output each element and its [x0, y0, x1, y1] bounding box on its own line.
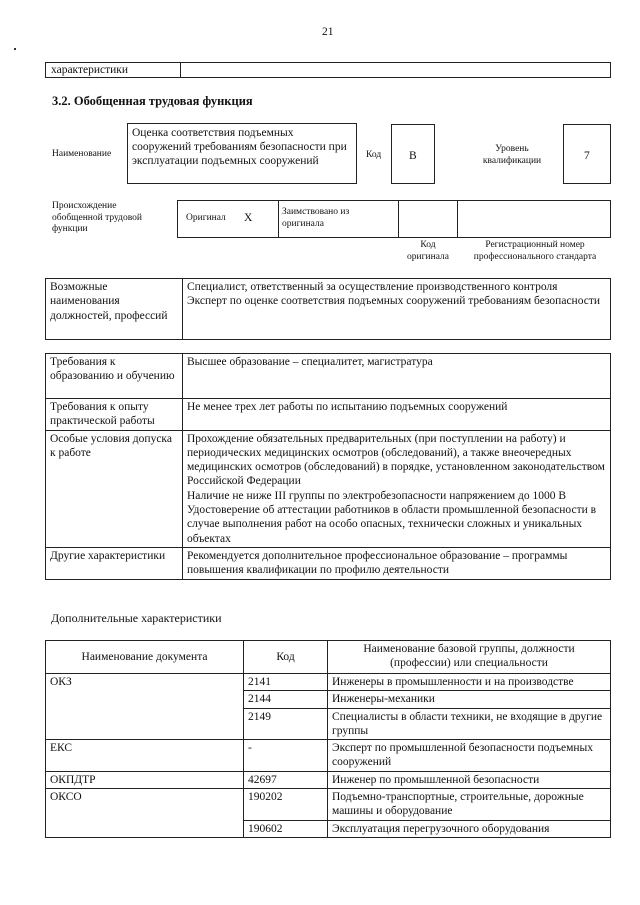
name-cell: Подъемно-транспортные, строительные, дорожные машины и оборудование	[328, 789, 611, 821]
code-cell: 2144	[244, 691, 328, 708]
name-cell: Инженеры-механики	[328, 691, 611, 708]
name-cell: Инженер по промышленной безопасности	[328, 771, 611, 788]
req-education-value: Высшее образование – специалитет, магистратура	[183, 354, 611, 399]
table-row	[46, 771, 611, 788]
table-row	[46, 789, 611, 821]
table-row	[46, 740, 611, 772]
page-number: 21	[322, 26, 334, 38]
name-cell: Инженеры в промышленности и на производстве	[328, 674, 611, 691]
top-row	[45, 62, 611, 78]
level-value: 7	[584, 150, 590, 162]
table-header-row	[46, 641, 611, 674]
positions-table	[45, 278, 611, 340]
req-conditions-value: Прохождение обязательных предварительных (при поступлении на работу) и периодических медицинских осмотров (обследований), а также внеочередных медицинских осмотров (обследований) в порядке, установленном законодательством Российской Федерации Наличие не ниже III группы по электробезопасности напряжением до 1000 В Удостоверение об аттестации работников в области промышленной безопасности в случае выполнения работ на особо опасных, технически сложных и уникальных объектах	[183, 430, 611, 547]
req-other-value: Рекомендуется дополнительное профессиональное образование – программы повышения квалификации по профилю деятельности	[183, 547, 611, 579]
code-box	[391, 124, 435, 184]
original-label: Оригинал	[186, 213, 226, 223]
code-cell: 2149	[244, 708, 328, 740]
doc-cell: ЕКС	[46, 740, 244, 772]
name-cell: Эксперт по промышленной безопасности подъемных сооружений	[328, 740, 611, 772]
code-cell: -	[244, 740, 328, 772]
req-conditions-label: Особые условия допуска к работе	[46, 430, 183, 547]
positions-label: Возможные наименования должностей, профессий	[46, 279, 183, 340]
req-other-label: Другие характеристики	[46, 547, 183, 579]
doc-cell: ОКЗ	[46, 674, 244, 740]
name-cell: Специалисты в области техники, не входящие в другие группы	[328, 708, 611, 740]
table-row	[46, 430, 611, 547]
code-original-caption: Код оригинала	[407, 240, 449, 262]
borrowed-label: Заимствовано из оригинала	[282, 207, 350, 229]
origin-label: Происхождение обобщенной трудовой функции	[52, 201, 142, 234]
table-row	[46, 399, 611, 431]
code-label: Код	[366, 150, 382, 160]
name-value: Оценка соответствия подъемных сооружений требованиям безопасности при эксплуатации подъемных сооружений	[132, 127, 347, 167]
code-cell: 190602	[244, 820, 328, 837]
req-experience-label: Требования к опыту практической работы	[46, 399, 183, 431]
level-label: Уровень квалификации	[482, 144, 542, 166]
reg-number-caption: Регистрационный номер профессионального стандарта	[473, 240, 597, 262]
table-row	[46, 674, 611, 691]
additional-title: Дополнительные характеристики	[51, 611, 222, 625]
table-row	[46, 354, 611, 399]
original-mark: X	[244, 212, 253, 224]
doc-cell: ОКСО	[46, 789, 244, 838]
col-doc-header: Наименование документа	[46, 641, 244, 674]
additional-table	[45, 640, 611, 838]
code-cell: 190202	[244, 789, 328, 821]
code-cell: 42697	[244, 771, 328, 788]
col-code-header: Код	[244, 641, 328, 674]
name-label: Наименование	[52, 149, 112, 159]
code-value: В	[409, 150, 417, 162]
scan-mark	[14, 48, 16, 50]
name-box	[127, 123, 357, 184]
code-cell: 2141	[244, 674, 328, 691]
req-experience-value: Не менее трех лет работы по испытанию подъемных сооружений	[183, 399, 611, 431]
req-education-label: Требования к образованию и обучению	[46, 354, 183, 399]
section-title: 3.2. Обобщенная трудовая функция	[52, 94, 253, 108]
positions-values: Специалист, ответственный за осуществление производственного контроля Эксперт по оценке соответствия подъемных сооружений требованиям безопасности	[183, 279, 611, 340]
doc-cell: ОКПДТР	[46, 771, 244, 788]
level-box	[563, 124, 611, 184]
table-row	[46, 547, 611, 579]
top-row-label: характеристики	[51, 64, 129, 76]
origin-table	[177, 200, 611, 238]
requirements-table	[45, 353, 611, 580]
name-cell: Эксплуатация перегрузочного оборудования	[328, 820, 611, 837]
col-name-header: Наименование базовой группы, должности (профессии) или специальности	[328, 641, 611, 674]
